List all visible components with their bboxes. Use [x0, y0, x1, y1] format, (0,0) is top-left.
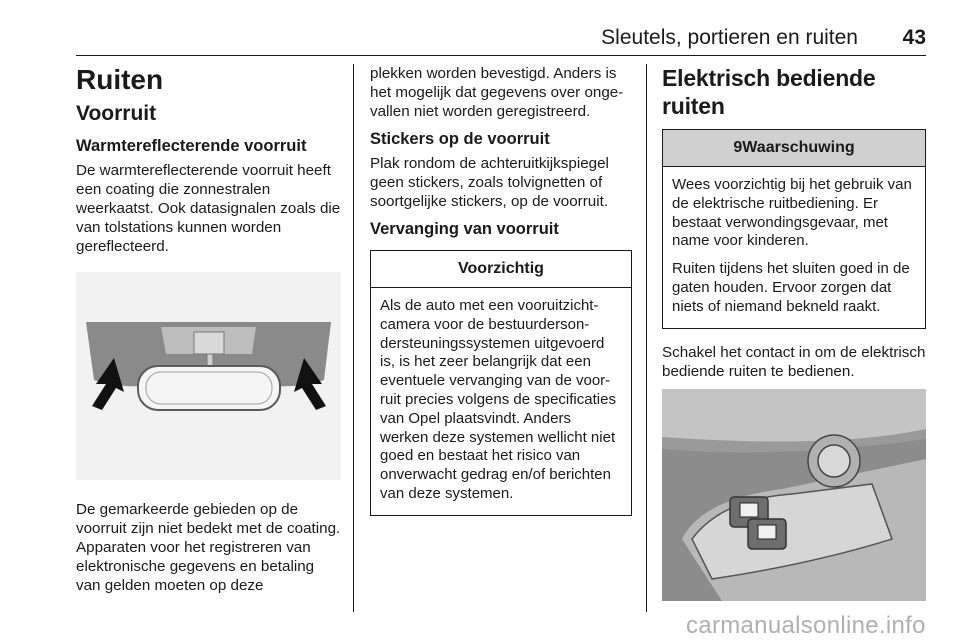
paragraph: De gemarkeerde gebieden op de voorruit zijn niet bedekt met de coating. Apparaten voor het registreren van elektronische gegevens en betaling van gelden moeten op deze: [76, 501, 341, 594]
caution-box: [370, 250, 632, 516]
paragraph: Schakel het contact in om de elektrisch bediende ruiten te bedienen.: [662, 343, 926, 380]
warning-text: Ruiten tijdens het sluiten goed in de gaten houden. Ervoor zorgen dat niets of niemand bekneld raakt.: [672, 260, 910, 315]
warning-text: Wees voorzichtig bij het gebruik van de elektrische ruitbediening. Er bestaat verwondingsgevaar, met name voor kinderen.: [672, 176, 912, 250]
watermark: carmanualsonline.info: [686, 612, 926, 639]
topic-title: Stickers op de voorruit: [370, 130, 550, 148]
header-title: Sleutels, portieren en ruiten: [601, 26, 858, 49]
column-right: [662, 64, 926, 601]
paragraph: Plak rondom de achteruitkijkspiegel geen stickers, zoals tolvignetten of soortgelijke stickers, op de voorruit.: [370, 155, 609, 210]
window-switch-icon: [748, 519, 786, 549]
warning-triangle-icon: 9: [733, 139, 743, 156]
topic-title: Warmtereflecterende voorruit: [76, 137, 307, 155]
section-title: Ruiten: [76, 64, 164, 95]
warning-header: [663, 130, 925, 167]
warning-box: [662, 129, 926, 329]
caution-text: Als de auto met een vooruitzichtcamera voor de bestuurdersondersteuningssystemen uitgevoerd is, is het zeer belangrijk dat een eventuele vervanging van de voorruit precies volgens de specificaties van Opel plaatsvindt. Anders werken deze systemen wellicht niet goed en bestaat het risico van onverwacht gedrag en/of berichten van deze systemen.: [380, 297, 616, 502]
column-divider: [353, 64, 354, 612]
column-middle: [370, 64, 632, 526]
windshield-illustration: [76, 272, 341, 480]
caution-title: Voorzichtig: [371, 251, 631, 288]
page-header: [76, 26, 926, 56]
warning-title: Waarschuwing: [742, 139, 855, 156]
column-left: [76, 64, 341, 603]
window-switch-illustration: [662, 389, 926, 601]
mirror-control-icon: [808, 435, 860, 487]
paragraph: De warmtereflecterende voorruit heeft een coating die zonnestralen weerkaatst. Ook datasignalen zoals die van tolstations kunnen worden gereflecteerd.: [76, 162, 341, 255]
section-title: Elektrisch bediende ruiten: [662, 65, 876, 119]
topic-title: Vervanging van voorruit: [370, 220, 559, 238]
paragraph: plekken worden bevestigd. Anders is het mogelijk dat gegevens over ongevallen niet worden geregistreerd.: [370, 65, 624, 120]
subsection-title: Voorruit: [76, 102, 157, 125]
column-divider: [646, 64, 647, 612]
page-number: 43: [902, 26, 926, 49]
